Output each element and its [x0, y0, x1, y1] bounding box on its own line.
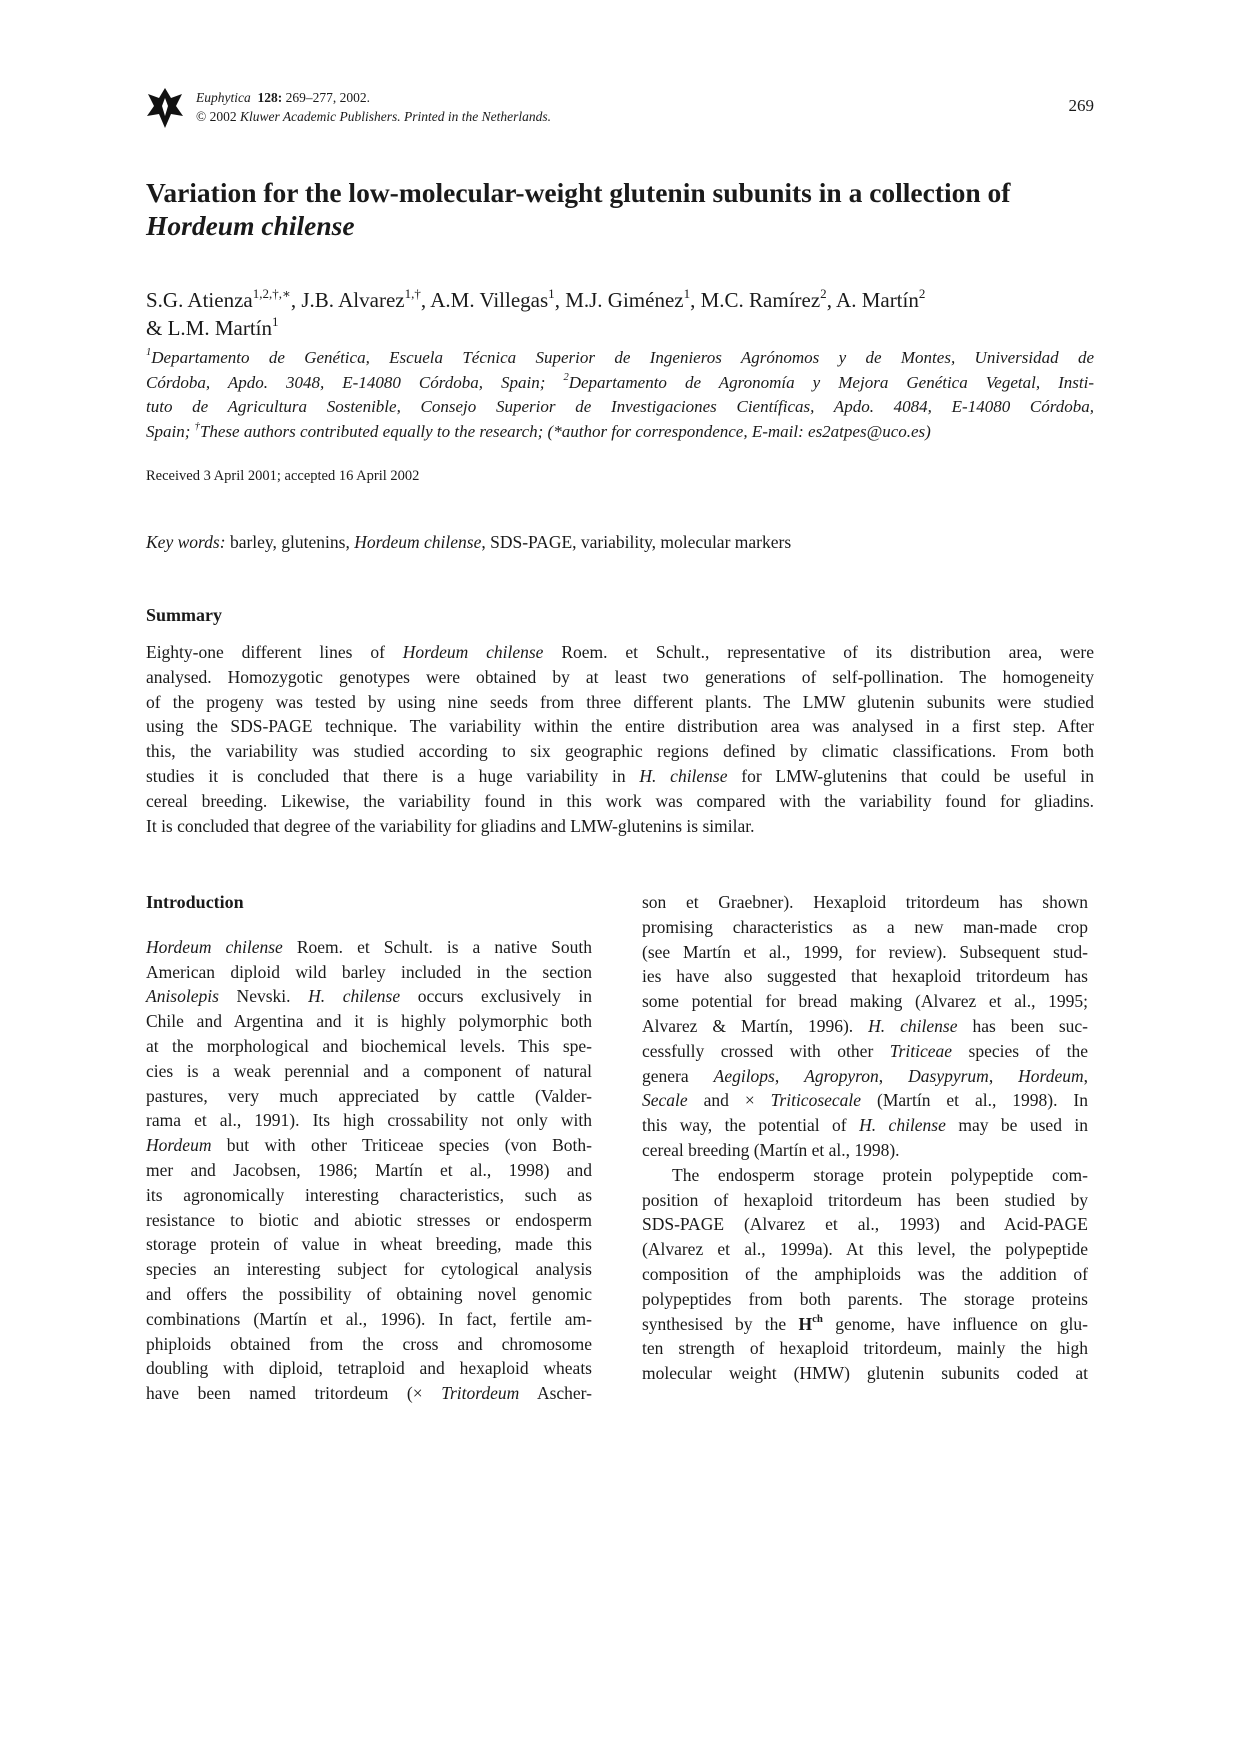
intro-line: ,	[988, 1065, 1019, 1086]
intro-species: Tritordeum	[441, 1383, 520, 1404]
affil-line-2a: Córdoba, Apdo. 3048, E-14080 Córdoba, Spain;	[146, 372, 564, 392]
intro-column-left	[146, 890, 592, 1406]
received-date: Received 3 April 2001; accepted 16 April 2002	[146, 468, 420, 484]
intro-species: Secale	[642, 1090, 688, 1111]
intro-species: Triticosecale	[770, 1090, 862, 1111]
intro-line: occurs exclusively in	[400, 986, 592, 1007]
intro-line: Alvarez & Martín, 1996).	[642, 1015, 869, 1036]
intro-line: pastures, very much appreciated by cattle (Valder-	[146, 1085, 592, 1106]
intro-species: Triticeae	[889, 1040, 952, 1061]
intro-line: Roem. et Schult. is a native South	[282, 936, 592, 957]
summary-text	[146, 640, 1094, 838]
intro-species: H. chilense	[859, 1115, 946, 1136]
intro-line: genera	[642, 1065, 714, 1086]
intro-line: polypeptides from both parents. The storage proteins	[642, 1288, 1088, 1309]
keywords	[146, 532, 791, 553]
summary-line: of the progeny was tested by using nine seeds from three different plants. The LMW glutenin subunits were studied	[146, 691, 1094, 712]
intro-line: ,	[1083, 1065, 1089, 1086]
summary-line: this, the variability was studied according to six geographic regions defined by climatic classifications. From both	[146, 741, 1094, 762]
intro-line: ,	[774, 1065, 805, 1086]
summary-line: studies it is concluded that there is a huge variability in	[146, 765, 640, 786]
intro-line: species an interesting subject for cytological analysis	[146, 1259, 592, 1280]
intro-line: (Alvarez et al., 1999a). At this level, the polypeptide	[642, 1239, 1088, 1260]
author-6: , A. Martín	[826, 288, 919, 312]
intro-line: position of hexaploid tritordeum has been studied by	[642, 1189, 1088, 1210]
summary-line: using the SDS-PAGE technique. The variability within the entire distribution area was analysed in a first step. After	[146, 716, 1094, 737]
summary-line: cereal breeding. Likewise, the variability found in this work was compared with the variability found for gliadins.	[146, 790, 1094, 811]
author-3-sup: 1	[548, 285, 555, 301]
journal-pages: 269–277, 2002.	[285, 90, 370, 105]
intro-species: Aegilops	[713, 1065, 775, 1086]
intro-line: resistance to biotic and abiotic stresses or endosperm	[146, 1209, 592, 1230]
summary-line: Eighty-one different lines of	[146, 642, 403, 662]
author-5: , M.C. Ramírez	[690, 288, 821, 312]
intro-line: composition of the amphiploids was the addition of	[642, 1263, 1088, 1284]
intro-line: its agronomically interesting characteristics, such as	[146, 1184, 592, 1205]
intro-line: Nevski.	[218, 986, 309, 1007]
copyright: © 2002	[196, 109, 237, 124]
summary-line: Roem. et Schult., representative of its distribution area, were	[543, 642, 1095, 662]
journal-name: Euphytica	[196, 90, 251, 105]
intro-column-right	[642, 890, 1088, 1386]
intro-line: some potential for bread making (Alvarez et al., 1995;	[642, 991, 1088, 1012]
author-2-sup: 1,†	[404, 285, 421, 301]
intro-line: American diploid wild barley included in the section	[146, 961, 592, 982]
summary-line: for LMW-glutenins that could be useful in	[727, 765, 1094, 786]
intro-line: Ascher-	[519, 1383, 592, 1404]
summary-line: It is concluded that degree of the variability for gliadins and LMW-glutenins is similar.	[146, 815, 755, 836]
summary-line: analysed. Homozygotic genotypes were obtained by at least two generations of self-pollination. The homogeneity	[146, 666, 1094, 687]
author-7: & L.M. Martín	[146, 316, 272, 340]
author-1-sup: 1,2,†,∗	[252, 285, 291, 301]
publisher-logo-icon	[146, 86, 184, 130]
keywords-label: Key words:	[146, 532, 226, 552]
intro-species: Dasypyrum	[908, 1065, 989, 1086]
intro-species: H. chilense	[868, 1015, 958, 1036]
author-1: S.G. Atienza	[146, 288, 253, 312]
intro-line: and ×	[687, 1090, 771, 1111]
intro-species: Hordeum chilense	[146, 936, 283, 957]
intro-line: storage protein of value in wheat breeding, made this	[146, 1234, 592, 1255]
intro-species: H. chilense	[308, 986, 401, 1007]
affiliations	[146, 346, 1094, 444]
affil-sup-2: 2	[563, 371, 569, 383]
publisher: Kluwer Academic Publishers. Printed in the Netherlands.	[240, 109, 551, 124]
intro-line: genome, have influence on glu-	[822, 1313, 1088, 1334]
keywords-part-3: , SDS-PAGE, variability, molecular markers	[481, 532, 792, 552]
author-5-sup: 2	[820, 285, 827, 301]
author-4: , M.J. Giménez	[554, 288, 684, 312]
intro-line: son et Graebner). Hexaploid tritordeum has shown	[642, 892, 1088, 912]
intro-line: cereal breeding (Martín et al., 1998).	[642, 1139, 900, 1160]
affil-line-3: tuto de Agricultura Sostenible, Consejo Superior de Investigaciones Científicas, Apdo. 4084, E-14080 Córdoba,	[146, 397, 1094, 416]
intro-line: promising characteristics as a new man-made crop	[642, 916, 1088, 937]
intro-line: rama et al., 1991). Its high crossability not only with	[146, 1110, 592, 1131]
intro-line: SDS-PAGE (Alvarez et al., 1993) and Acid-PAGE	[642, 1214, 1088, 1235]
author-2: , J.B. Alvarez	[290, 288, 405, 312]
author-6-sup: 2	[918, 285, 926, 301]
title-line-1: Variation for the low-molecular-weight glutenin subunits in a collection of	[146, 177, 1011, 208]
intro-species: Hordeum	[146, 1135, 212, 1156]
affil-line-4b: These authors contributed equally to the research; (*author for correspondence, E-mail: es2atpes@uco.es)	[199, 421, 931, 441]
affil-sup-1: 1	[146, 347, 152, 359]
genome-symbol: H	[798, 1313, 813, 1334]
intro-line: cies is a weak perennial and a component of natural	[146, 1060, 592, 1081]
intro-line: phiploids obtained from the cross and chromosome	[146, 1333, 592, 1354]
author-list	[146, 286, 1096, 342]
summary-species: H. chilense	[639, 765, 728, 786]
intro-line: (Martín et al., 1998). In	[861, 1090, 1088, 1111]
author-4-sup: 1	[683, 285, 691, 301]
affil-line-1: Departamento de Genética, Escuela Técnica Superior de Ingenieros Agrónomos y de Montes, Universidad de	[151, 348, 1094, 367]
intro-species: Agropyron	[804, 1065, 879, 1086]
introduction-heading: Introduction	[146, 892, 244, 912]
intro-line: cessfully crossed with other	[642, 1040, 890, 1061]
intro-line: The endosperm storage protein polypeptide com-	[672, 1164, 1088, 1185]
title-line-2: Hordeum chilense	[146, 210, 355, 241]
intro-species: Hordeum	[1018, 1065, 1084, 1086]
intro-line: has been suc-	[957, 1015, 1088, 1036]
intro-line: (see Martín et al., 1999, for review). Subsequent stud-	[642, 941, 1088, 962]
author-3: , A.M. Villegas	[420, 288, 549, 312]
intro-line: but with other Triticeae species (von Both-	[211, 1135, 592, 1156]
page-number: 269	[1068, 96, 1094, 115]
intro-species: Anisolepis	[146, 986, 219, 1007]
intro-line: ten strength of hexaploid tritordeum, mainly the high	[642, 1338, 1088, 1359]
summary-heading: Summary	[146, 605, 222, 625]
intro-line: this way, the potential of	[642, 1115, 860, 1136]
author-7-sup: 1	[272, 313, 279, 329]
genome-symbol-sup: ch	[812, 1312, 823, 1325]
intro-line: may be used in	[945, 1115, 1088, 1136]
intro-line: synthesised by the	[642, 1313, 799, 1334]
intro-line: Chile and Argentina and it is highly polymorphic both	[146, 1011, 592, 1032]
intro-line: doubling with diploid, tetraploid and hexaploid wheats	[146, 1358, 592, 1379]
affil-sup-3: †	[194, 420, 200, 432]
intro-line: ,	[878, 1065, 909, 1086]
intro-line: and offers the possibility of obtaining novel genomic	[146, 1283, 592, 1304]
keywords-part-2: Hordeum chilense	[354, 532, 482, 552]
intro-line: at the morphological and biochemical levels. This spe-	[146, 1035, 592, 1056]
affil-line-2b: Departamento de Agronomía y Mejora Genética Vegetal, Insti-	[568, 372, 1094, 392]
intro-line: species of the	[952, 1040, 1088, 1061]
article-title	[146, 176, 1106, 242]
intro-line: combinations (Martín et al., 1996). In fact, fertile am-	[146, 1308, 592, 1329]
intro-line: mer and Jacobsen, 1986; Martín et al., 1998) and	[146, 1159, 592, 1180]
intro-line: ies have also suggested that hexaploid tritordeum has	[642, 966, 1088, 987]
affil-line-4a: Spain;	[146, 421, 195, 441]
intro-line: molecular weight (HMW) glutenin subunits coded at	[642, 1363, 1088, 1384]
journal-citation	[196, 88, 551, 126]
summary-species: Hordeum chilense	[402, 642, 544, 662]
intro-line: have been named tritordeum (×	[146, 1383, 442, 1404]
keywords-part-1: barley, glutenins,	[225, 532, 355, 552]
journal-volume: 128:	[257, 90, 283, 105]
